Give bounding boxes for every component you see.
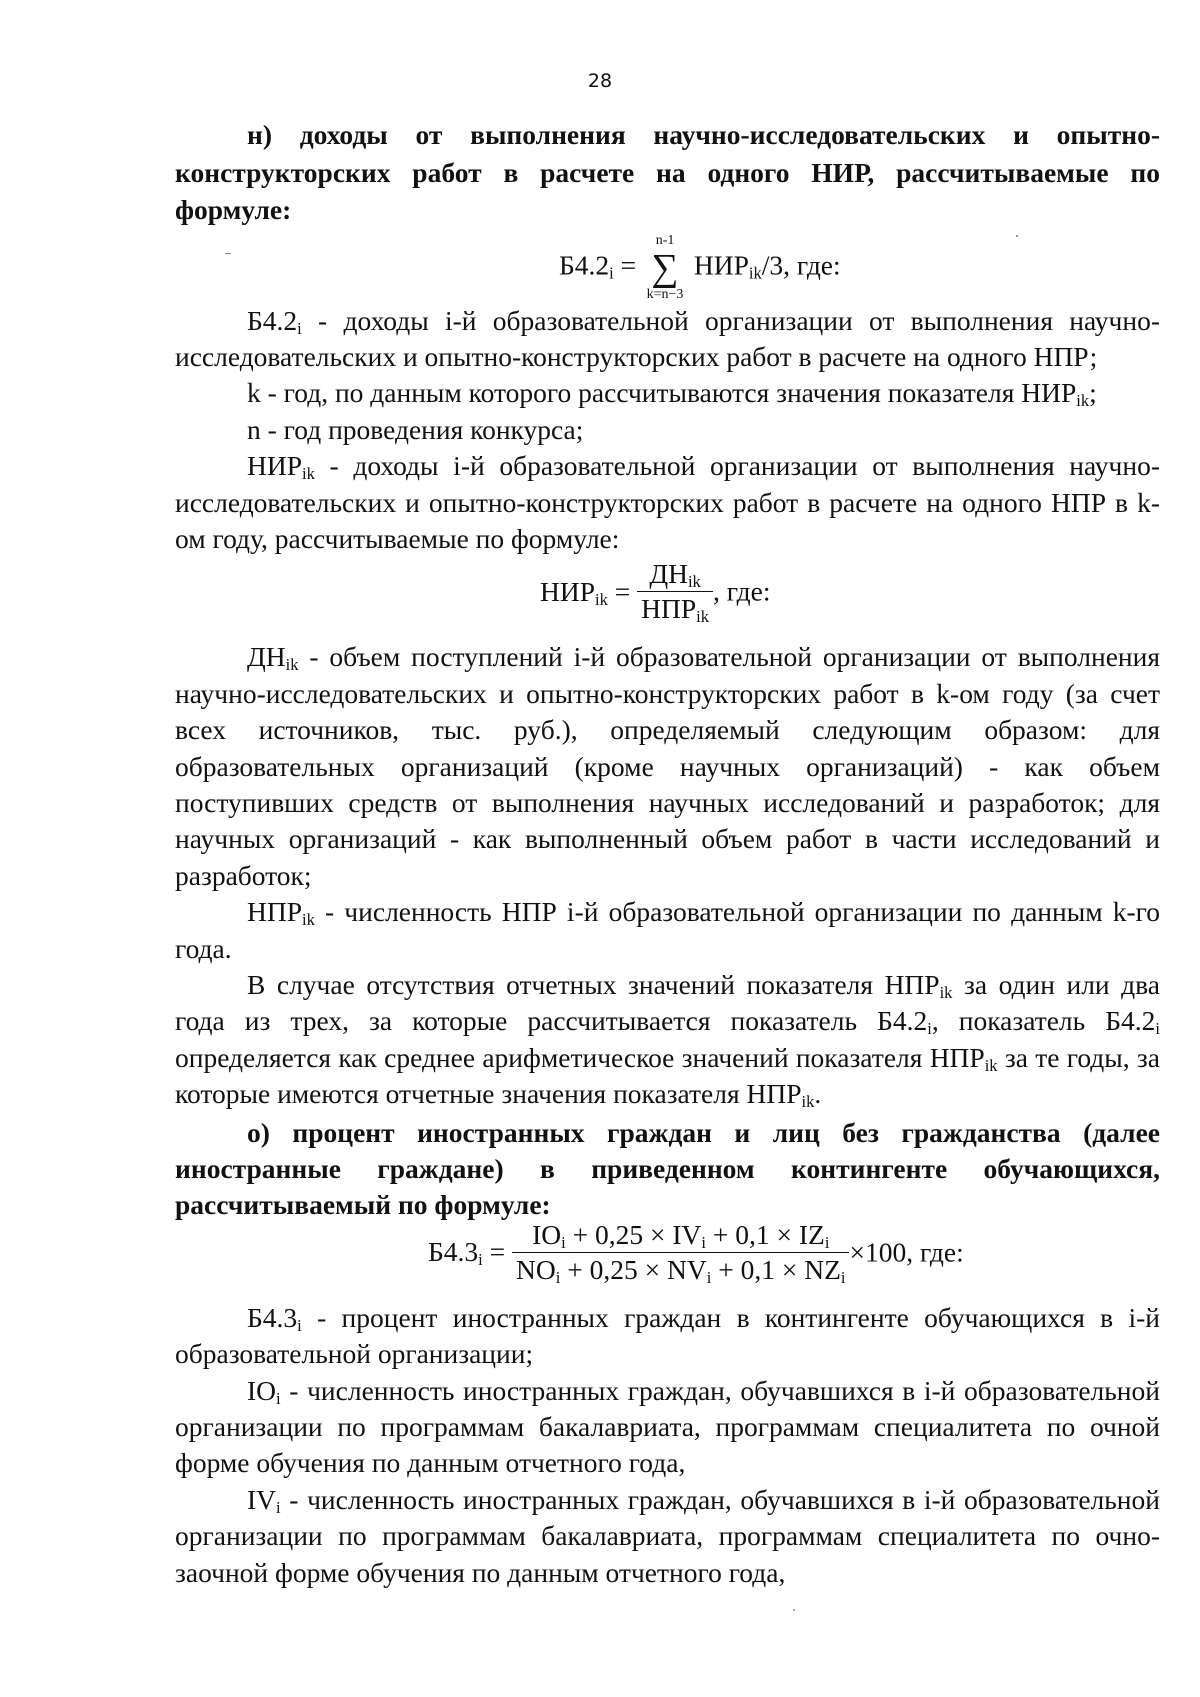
- definition-b42: $Б4.2_i$ - доходы i-й образовательной организации от выполнения научно-исследовательских и опытно-конструкторских работ в расчете на одного НПР;: [175, 304, 1160, 372]
- fraction: $\frac{ДН_{ik}}{НПР_{ik}}$: [637, 557, 713, 626]
- formula-nir: $НИР_{ik}$ = $\frac{ДН_{ik}}{НПР_{ik}}$ , где:: [540, 558, 771, 627]
- section-o-heading: о) процент иностранных граждан и лиц без гражданства (далее иностранные граждане) в приведенном контингенте обучающихся, рассчитываемый по формуле:: [175, 1116, 1160, 1221]
- formula-b43: $Б4.3_i$ = $\frac{IO_i + 0,25 \times IV_i + 0,1 \times IZ_i}{NO_i + 0,25 \times NV_i + 0,1 \times NZ_i}$ ×100, где:: [428, 1218, 964, 1287]
- definition-nir: $НИР_{ik}$ - доходы i-й образовательной организации от выполнения научно-исследовательских и опытно-конструкторских работ в расчете на одного НПР в k-ом году, рассчитываемые по формуле:: [175, 450, 1160, 554]
- fraction: $\frac{IO_i + 0,25 \times IV_i + 0,1 \times IZ_i}{NO_i + 0,25 \times NV_i + 0,1 \times NZ_i}$: [512, 1218, 849, 1287]
- scan-speck: [793, 1609, 795, 1611]
- definition-b43: $Б4.3_i$ - процент иностранных граждан в контингенте обучающихся в i-й образовательной организации;: [175, 1301, 1160, 1370]
- definition-npr: $НПР_{ik}$ - численность НПР i-й образовательной организации по данным k-го года.: [175, 896, 1160, 964]
- missing-values-note: В случае отсутствия отчетных значений показателя $НПР_{ik}$ за один или два года из трех, за которые рассчитывается показатель $Б4.2_i$, показатель $Б4.2_i$ определяется как среднее арифметическое значений показателя $НПР_{ik}$ за те годы, за которые имеются отчетные значения показателя $НПР_{ik}$.: [175, 969, 1160, 1112]
- summation-sign: n-1 ∑ k=n−3: [646, 232, 684, 302]
- page-number: 28: [587, 70, 613, 92]
- definition-k: k - год, по данным которого рассчитываются значения показателя $НИР_{ik}$;: [247, 377, 1097, 411]
- definition-io: $IO_i$ - численность иностранных граждан, обучавшихся в i-й образовательной организации по программам бакалавриата, программам специалитета по очной форме обучения по данным отчетного года,: [175, 1374, 1160, 1479]
- definition-iv: $IV_i$ - численность иностранных граждан, обучавшихся в i-й образовательной организации по программам бакалавриата, программам специалитета по очно-заочной форме обучения по данным отчетного года,: [175, 1483, 1160, 1588]
- formula-b42: $Б4.2_i$ = n-1 ∑ k=n−3 $НИР_{ik}/3$, где:: [559, 232, 841, 302]
- definition-dn: $ДН_{ik}$ - объем поступлений i-й образовательной организации от выполнения научно-исследовательских и опытно-конструкторских работ в k-ом году (за счет всех источников, тыс. руб.), определяемый следующим образом: для образовательных организаций (кроме научных организаций) - как объем поступивших средств от выполнения научных исследований и разработок; для научных организаций - как выполненный объем работ в части исследований и разработок;: [175, 641, 1160, 891]
- section-n-heading: н) доходы от выполнения научно-исследовательских и опытно-конструкторских работ в расчете на одного НИР, рассчитываемые по формуле:: [175, 119, 1160, 225]
- definition-n: n - год проведения конкурса;: [247, 413, 584, 445]
- document-body: [175, 116, 1160, 1591]
